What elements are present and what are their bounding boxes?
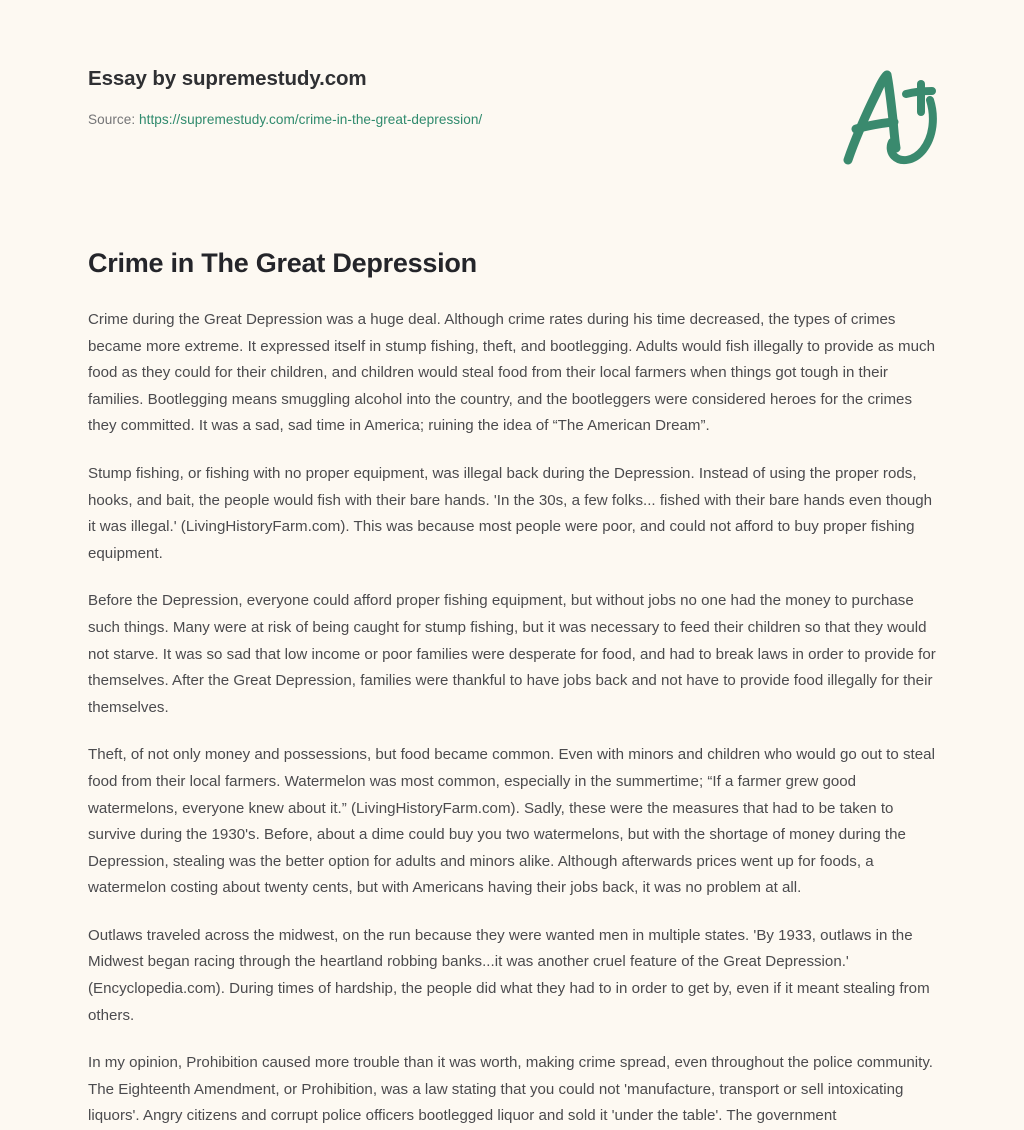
article-body — [88, 280, 936, 1130]
page-header — [0, 0, 1024, 200]
paragraph: Before the Depression, everyone could afford proper fishing equipment, but without jobs no one had the money to purchase such things. Many were at risk of being caught for stump fishing, but it was necessary to feed their children so that they would not starve. It was so sad that low income or poor families were desperate for food, and had to break laws in order to provide for themselves. After the Great Depression, families were thankful to have jobs back and not have to provide food illegally for their themselves. — [88, 592, 936, 716]
essay-byline: Essay by supremestudy.com — [88, 67, 367, 90]
source-label: Source: — [88, 112, 136, 127]
a-plus-logo-svg — [828, 62, 948, 174]
paragraph: Theft, of not only money and possessions, but food became common. Even with minors and children who would go out to steal food from their local farmers. Watermelon was most common, especially in the summertime; “If a farmer grew good watermelons, everyone knew about it.” (LivingHistoryFarm.com). Sadly, these were the measures that had to be taken to survive during the 1930's. Before, about a dime could buy you two watermelons, but with the shortage of money during the Depression, stealing was the better option for adults and minors alike. Although afterwards prices went up for foods, a watermelon costing about twenty cents, but with Americans having their jobs back, it was no problem at all. — [88, 746, 935, 897]
source-line — [88, 111, 936, 129]
article — [0, 200, 1024, 1130]
paragraph: In my opinion, Prohibition caused more trouble than it was worth, making crime spread, even throughout the police community. The Eighteenth Amendment, or Prohibition, was a law stating that you could not 'manufacture, transport or sell intoxicating liquors'. Angry citizens and corrupt police officers bootlegged liquor and sold it 'under the table'. The government — [88, 1054, 933, 1125]
paragraph: Crime during the Great Depression was a huge deal. Although crime rates during his time decreased, the types of crimes became more extreme. It expressed itself in stump fishing, theft, and bootlegging. Adults would fish illegally to provide as much food as they could for their children, and children would steal food from their local farmers when things got tough in their families. Bootlegging means smuggling alcohol into the country, and the bootleggers were considered heroes for the crimes they committed. It was a sad, sad time in America; ruining the idea of “The American Dream”. — [88, 311, 935, 435]
paragraph: Stump fishing, or fishing with no proper equipment, was illegal back during the Depression. Instead of using the proper rods, hooks, and bait, the people would fish with their bare hands. 'In the 30s, a few folks... fished with their bare hands even though it was illegal.' (LivingHistoryFarm.com). This was because most people were poor, and could not afford to buy proper fishing equipment. — [88, 464, 933, 562]
a-plus-logo-icon — [828, 62, 948, 174]
source-url-link[interactable]: https://supremestudy.com/crime-in-the-great-depression/ — [139, 112, 483, 127]
page-title: Crime in The Great Depression — [88, 248, 477, 278]
paragraph: Outlaws traveled across the midwest, on the run because they were wanted men in multiple states. 'By 1933, outlaws in the Midwest began racing through the heartland robbing banks...it was another cruel feature of the Great Depression.' (Encyclopedia.com). During times of hardship, the people did what they had to in order to get by, even if it meant stealing from others. — [88, 926, 930, 1024]
